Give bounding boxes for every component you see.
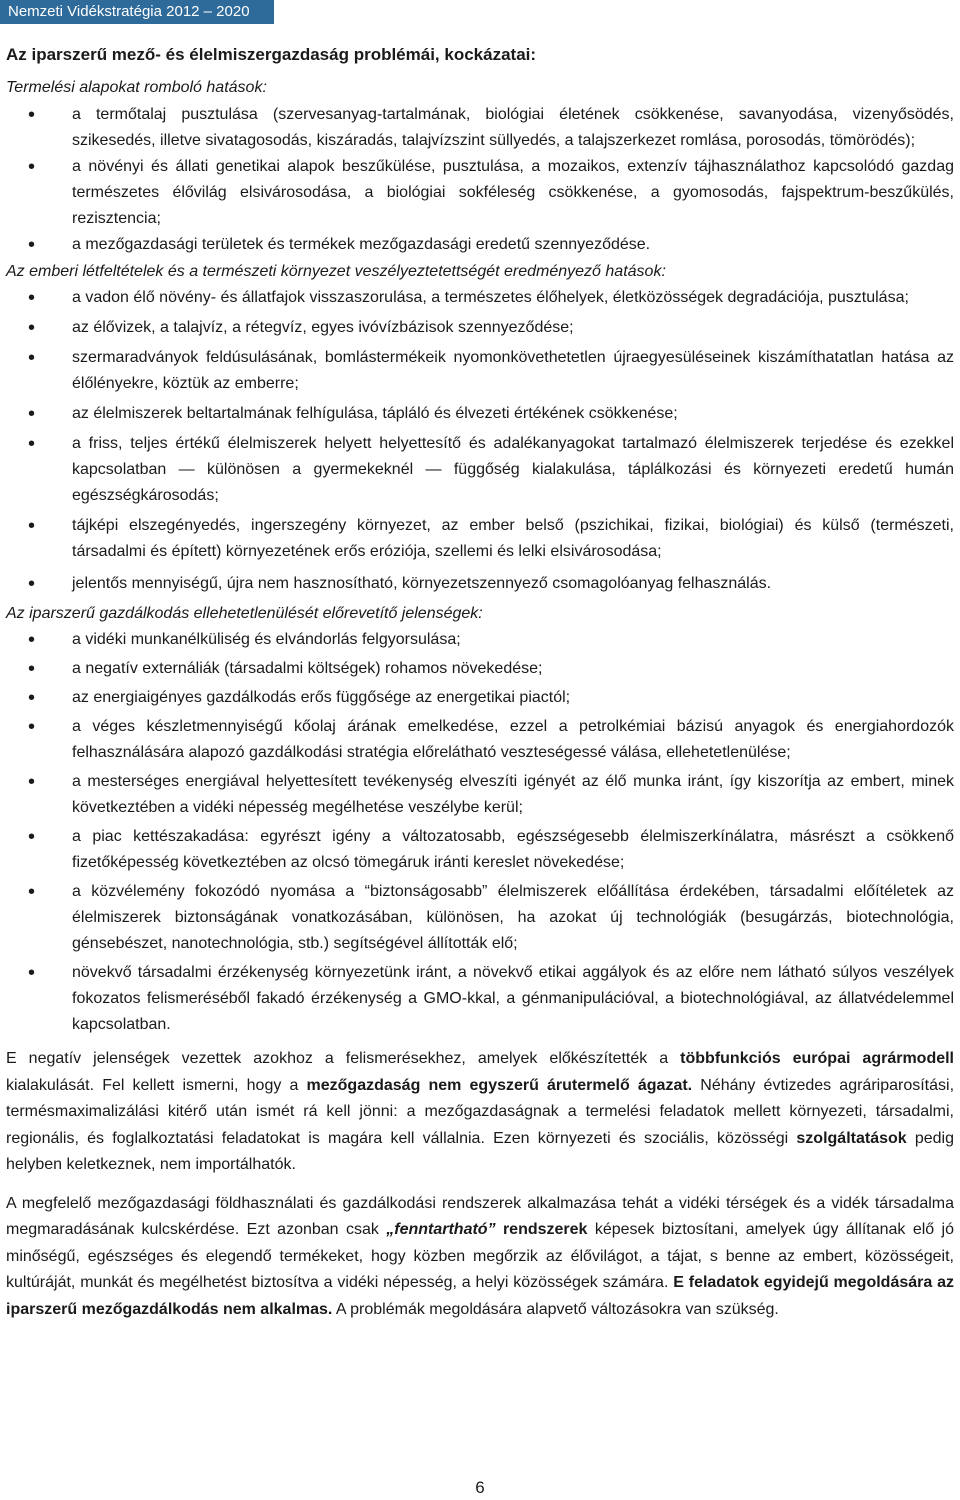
list-item: • az élelmiszerek beltartalmának felhígulása, tápláló és élvezeti értékének csökkenése; xyxy=(6,401,954,427)
paragraph-multifunctional-model xyxy=(6,1046,954,1179)
list-item: • a vidéki munkanélküliség és elvándorlás felgyorsulása; xyxy=(6,627,954,653)
list-item: • a közvélemény fokozódó nyomása a “biztonságosabb” élelmiszerek előállítása érdekében, társadalmi előítéletek az élelmiszerek biztonságának vonatkozásában, különösen, ha azokat új technológiák (besugárzás, biotechnológia, génsebészet, nanotechnológia, stb.) segítségével állították elő; xyxy=(6,879,954,957)
para-text: A problémák megoldására alapvető változásokra van szükség. xyxy=(332,1300,779,1318)
list-item: • tájképi elszegényedés, ingerszegény környezet, az ember belső (pszichikai, fizikai, biológiai) és külső (természeti, társadalmi és épített) környezetének erős eróziója, szellemi és lelki elsivárosodása; xyxy=(6,513,954,565)
para-text: pedig helyben keletkeznek, nem importálhatók. xyxy=(6,1129,955,1173)
document-body xyxy=(6,42,954,1323)
list-item: • növekvő társadalmi érzékenység környezetünk iránt, a növekvő etikai aggályok és az előre nem látható súlyos veszélyek fokozatos felismeréséből fakadó érzékenység a GMO-kkal, a génmanipulációval, a biotechnológiával, az állatvédelemmel kapcsolatban. xyxy=(6,960,954,1038)
para-bold: többfunkciós európai agrármodell xyxy=(680,1050,954,1067)
para-italic: „fenntartható” xyxy=(386,1221,496,1238)
page-number: 6 xyxy=(475,1478,485,1497)
list-item: • a negatív externáliák (társadalmi költségek) rohamos növekedése; xyxy=(6,656,954,682)
list-item: • a mezőgazdasági területek és termékek mezőgazdasági eredetű szennyeződése. xyxy=(6,232,954,258)
para-bold: mezőgazdaság nem egyszerű árutermelő ágazat. xyxy=(306,1076,693,1094)
list-production-effects xyxy=(6,102,954,258)
list-impossibility-signs xyxy=(6,627,954,1038)
list-item: • a piac kettészakadása: egyrészt igény a változatosabb, egészségesebb élelmiszerkínálatra, másrészt a csökkenő fizetőképesség következtében az olcsó tömegáruk iránti kereslet növekedése; xyxy=(6,824,954,876)
page-title: Az iparszerű mező- és élelmiszergazdaság problémái, kockázatai: xyxy=(6,45,537,64)
para-text: kialakulását. Fel kellett ismerni, hogy a xyxy=(6,1076,307,1094)
para-text: E negatív jelenségek vezettek azokhoz a felismerésekhez, amelyek előkészítették a xyxy=(6,1050,681,1067)
section-heading-living-conditions: Az emberi létfeltételek és a természeti környezet veszélyeztetettségét eredményező hatások: xyxy=(6,263,666,280)
para-bold: szolgáltatások xyxy=(796,1129,907,1147)
paragraph-sustainable-systems xyxy=(6,1191,954,1324)
list-item: • az energiaigényes gazdálkodás erős függősége az energetikai piactól; xyxy=(6,685,954,711)
list-item: • a vadon élő növény- és állatfajok visszaszorulása, a természetes élőhelyek, életközösségek degradációja, pusztulása; xyxy=(6,285,954,311)
para-bold-italic xyxy=(386,1221,495,1238)
header-label: Nemzeti Vidékstratégia 2012 – 2020 xyxy=(8,3,250,20)
para-text: A megfelelő mezőgazdasági földhasználati és gazdálkodási rendszerek alkalmazása tehát a vidéki térségek és a vidék társadalma megmaradásának kulcskérdése. Ezt azonban csak xyxy=(6,1194,954,1238)
list-item: • szermaradványok feldúsulásának, bomlástermékeik nyomonkövethetetlen újraegyesüléseinek kiszámíthatatlan hatása az élőlényekre, köztük az emberre; xyxy=(6,345,954,397)
list-item: • a növényi és állati genetikai alapok beszűkülése, pusztulása, a mozaikos, extenzív tájhasználathoz kapcsolódó gazdag természetes élővilág elsivárosodása, a biológiai sokféleség csökkenése, a gyomosodás, fajspektrum-beszűkülés, rezisztencia; xyxy=(6,154,954,232)
list-item: • a friss, teljes értékű élelmiszerek helyett helyettesítő és adalékanyagokat tartalmazó élelmiszerek terjedése és ezekkel kapcsolatban — különösen a gyermekeknél — függőség kialakulása, táplálkozási és környezeti eredetű humán egészségkárosodás; xyxy=(6,431,954,509)
list-environment-effects xyxy=(6,285,954,597)
section-heading-production: Termelési alapokat romboló hatások: xyxy=(6,79,267,96)
header-banner xyxy=(0,0,274,24)
para-bold: E feladatok egyidejű megoldására az iparszerű mezőgazdálkodás nem alkalmas. xyxy=(6,1274,954,1318)
list-item: • a mesterséges energiával helyettesített tevékenység elveszíti igényét az élő munka iránt, így kiszorítja az embert, minek következtében a vidéki népesség megélhetése veszélybe kerül; xyxy=(6,769,954,821)
list-item: • jelentős mennyiségű, újra nem hasznosítható, környezetszennyező csomagolóanyag felhasználás. xyxy=(6,571,954,597)
para-text: képesek biztosítani, amelyek úgy állítanak elő jó minőségű, egészséges és elegendő termékeket, hogy közben megőrzik az élővilágot, a tájat, s benne az embert, közösségeit, kultúráját, munkát és megélhetést biztosítva a vidéki népesség, a helyi közösségek számára. xyxy=(6,1221,955,1291)
section-heading-impossibility: Az iparszerű gazdálkodás ellehetetlenülését előrevetítő jelenségek: xyxy=(6,605,483,622)
list-item: • a véges készletmennyiségű kőolaj árának emelkedése, ezzel a petrolkémiai bázisú anyagok és energiahordozók felhasználására alapozó gazdálkodási stratégia előrelátható veszteségessé válása, ellehetetlenülése; xyxy=(6,714,954,766)
list-item: • az élővizek, a talajvíz, a rétegvíz, egyes ivóvízbázisok szennyeződése; xyxy=(6,315,954,341)
para-text: Néhány évtizedes agráriparosítási, termésmaximalizálási kitérő után ismét rá kell jönni: a mezőgazdaságnak a termelési feladatok mellett környezeti, társadalmi, regionális, és foglalkoztatási feladatokat is magára kell vállalnia. Ezen környezeti és szociális, közösségi xyxy=(6,1076,955,1147)
para-bold: rendszerek xyxy=(495,1221,588,1238)
list-item: • a termőtalaj pusztulása (szervesanyag-tartalmának, biológiai életének csökkenése, savanyodása, vizenyősödés, szikesedés, illetve sivatagosodás, kiszáradás, talajvízszint süllyedés, a talajszerkezet romlása, porosodás, tömörödés); xyxy=(6,102,954,154)
